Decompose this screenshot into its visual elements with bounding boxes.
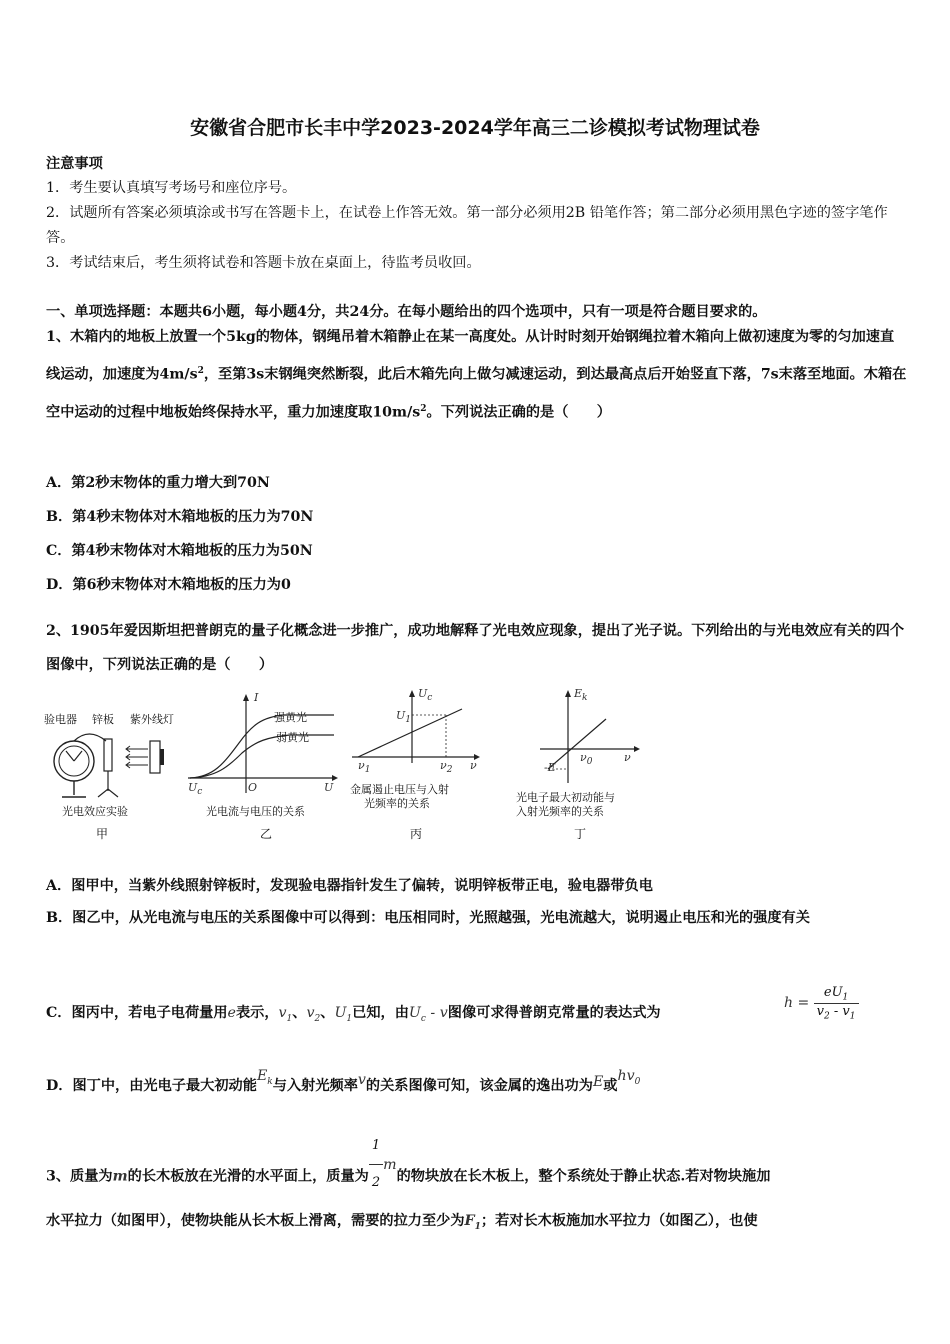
optd-ek-text: E: [256, 1068, 268, 1084]
q3-line-2: [46, 1210, 758, 1232]
q3-f1-sub: 1: [474, 1221, 481, 1232]
q2-option-b: B．图乙中，从光电流与电压的关系图像中可以得到：电压相同时，光照越强，光电流越大，说明遏止电压和光的强度有关: [46, 910, 810, 926]
optc-u1-sub: 1: [346, 1013, 353, 1024]
optc-v1-text: v: [278, 1005, 287, 1021]
jia-label-zinc: 锌板: [92, 713, 114, 726]
q3-m1: m: [112, 1168, 128, 1185]
formula-den-sub1: 1: [849, 1011, 856, 1022]
yi-uc-text: U: [188, 781, 198, 794]
optc-v1-sub: 1: [286, 1013, 293, 1024]
q1-stem-a: 1、木箱内的地板上放置一个5kg的物体，钢绳吊着木箱静止在某一高度处。从计时时刻开始钢绳拉着木箱向上做初速度为零的匀加速直线运动，加速度为4m/s: [46, 329, 895, 383]
bing-v2: [440, 759, 452, 775]
q3-line2-b: ；若对长木板施加水平拉力（如图乙），也使: [480, 1213, 758, 1229]
q3-f1-text: F: [464, 1213, 475, 1229]
figure-bing: [348, 685, 498, 845]
q1-option-a: A．第2秒末物体的重力增大到70N: [46, 475, 270, 491]
ding-v0-text: ν: [580, 751, 587, 764]
exam-title: 安徽省合肥市长丰中学2023-2024学年高三二诊模拟考试物理试卷: [190, 117, 760, 139]
optc-uc: [408, 1005, 426, 1024]
figure-yi: [184, 685, 344, 845]
jia-label-uv-lamp: 紫外线灯: [130, 713, 174, 726]
jia-caption: 光电效应实验: [62, 805, 128, 818]
figure-jia: [44, 685, 184, 845]
q1-option-d: D．第6秒末物体对木箱地板的压力为0: [46, 577, 291, 593]
yi-axis-x: U: [324, 781, 334, 794]
notice-item-2: 2．试题所有答案必须填涂或书写在答题卡上，在试卷上作答无效。第一部分必须用2B 铅笔作答；第二部分必须用黑色字迹的签字笔作答。: [46, 205, 888, 246]
bing-u1-text: U: [396, 709, 406, 722]
optc-v2: [306, 1005, 321, 1024]
formula-fraction: [814, 985, 859, 1021]
optd-hv-sub: 0: [634, 1076, 641, 1087]
notice-heading: 注意事项: [46, 156, 103, 172]
optc-text-d: 图像可求得普朗克常量的表达式为: [447, 1005, 661, 1021]
bing-axis-x: ν: [470, 759, 477, 772]
formula-eq: =: [797, 995, 810, 1012]
formula-numerator: [814, 985, 859, 1004]
ding-axis-y-text: E: [574, 687, 583, 700]
optc-v2-sub: 2: [314, 1013, 321, 1024]
yi-label-strong: 强黄光: [274, 711, 307, 724]
optc-v1: [278, 1005, 293, 1024]
optc-text-a: C．图丙中，若电子电荷量用: [46, 1005, 228, 1021]
yi-caption: 光电流与电压的关系: [206, 805, 305, 818]
optd-e: E: [592, 1074, 604, 1090]
optd-text-b: 与入射光频率: [272, 1078, 358, 1094]
optc-e: e: [227, 1005, 236, 1021]
optd-v: v: [357, 1072, 366, 1088]
yi-label-weak: 弱黄光: [276, 731, 309, 744]
q3-f1: [464, 1213, 481, 1232]
formula-num-sub: 1: [842, 992, 849, 1003]
optc-text-b: 表示，: [235, 1005, 279, 1021]
ding-figure-label: 丁: [574, 827, 587, 841]
ding-caption-1: 光电子最大初动能与: [516, 791, 615, 804]
optd-hv: [617, 1068, 641, 1087]
optc-v: v: [439, 1005, 448, 1021]
optc-formula: [784, 985, 859, 1021]
bing-caption-2: 光频率的关系: [364, 797, 430, 810]
yi-origin: O: [248, 781, 258, 794]
optc-uc-sub: c: [420, 1013, 426, 1024]
formula-den-sub2: 2: [824, 1011, 830, 1022]
optc-sep-2: 、: [320, 1005, 335, 1021]
yi-figure-label: 乙: [260, 827, 273, 841]
q1-sup-2: 2: [420, 403, 427, 414]
q3-m2: m: [383, 1156, 397, 1173]
ding-axis-y-sub: k: [582, 693, 588, 704]
formula-denominator: [814, 1004, 859, 1022]
q3-line2-a: 水平拉力（如图甲），使物块能从长木板上滑离，需要的拉力至少为: [46, 1213, 465, 1229]
formula-h: h: [784, 995, 794, 1012]
section-heading: 一、单项选择题：本题共6小题，每小题4分，共24分。在每小题给出的四个选项中，只有一项是符合题目要求的。: [46, 304, 767, 320]
optc-v2-text: v: [306, 1005, 315, 1021]
q1-stem-b: ，至第3s末钢绳突然断裂，此后木箱先向上做匀减速运动，到达最高点后开始竖直下落，7s末落至地面。木箱在空中运动的过程中地板始终保持水平，重力加速度取10m/s: [46, 366, 907, 421]
jia-label-electroscope: 验电器: [44, 713, 77, 726]
q2-option-a: A．图甲中，当紫外线照射锌板时，发现验电器指针发生了偏转，说明锌板带正电，验电器带负电: [46, 878, 653, 894]
bing-axis-y: [418, 687, 432, 703]
ding-caption-2: 入射光频率的关系: [516, 805, 604, 818]
bing-figure-label: 丙: [410, 827, 423, 841]
notice-item-3: 3．考试结束后，考生须将试卷和答题卡放在桌面上，待监考员收回。: [46, 255, 481, 271]
q2-stem: 2、1905年爱因斯坦把普朗克的量子化概念进一步推广，成功地解释了光电效应现象，提出了光子说。下列给出的与光电效应有关的四个图像中，下列说法正确的是（ ）: [46, 623, 905, 673]
optd-text-a: D．图丁中，由光电子最大初动能: [46, 1078, 257, 1094]
formula-den-minus: - v: [829, 1003, 850, 1019]
optc-sep-1: 、: [292, 1005, 307, 1021]
q1-stem: [46, 320, 908, 429]
q1-stem-c: 。下列说法正确的是（ ）: [426, 404, 611, 421]
formula-den-v: v: [816, 1003, 825, 1019]
yi-graph: [184, 693, 344, 803]
q2-option-c: [46, 990, 661, 1042]
optd-text-c: 的关系图像可知，该金属的逸出功为: [365, 1078, 593, 1094]
bing-axis-y-text: U: [418, 687, 428, 700]
figure-ding: [512, 685, 642, 845]
bing-v1: [358, 759, 370, 775]
ding-axis-y: [574, 687, 588, 703]
bing-v2-text: ν: [440, 759, 447, 772]
bing-caption-1: 金属遏止电压与入射: [350, 783, 449, 796]
q2-option-d: [46, 1068, 641, 1106]
q1-option-c: C．第4秒末物体对木箱地板的压力为50N: [46, 543, 313, 559]
optc-u1: [334, 1005, 353, 1024]
yi-uc: [188, 781, 202, 797]
q1-option-b: B．第4秒末物体对木箱地板的压力为70N: [46, 509, 314, 525]
optd-hv-text: hv: [617, 1068, 635, 1084]
bing-v2-sub: 2: [446, 765, 453, 776]
optd-ek-sub: k: [267, 1076, 273, 1087]
ding-axis-x: ν: [624, 751, 631, 764]
optc-dash: -: [425, 1005, 440, 1021]
jia-figure-label: 甲: [96, 827, 109, 841]
bing-axis-y-sub: c: [427, 693, 433, 704]
ding-v0: [580, 751, 592, 767]
q3-text-a: 3、质量为: [46, 1168, 113, 1185]
q3-text-c: 的物块放在长木板上，整个系统处于静止状态.若对物块施加: [396, 1168, 771, 1185]
yi-axis-y: I: [254, 691, 259, 704]
formula-num-text: eU: [823, 985, 843, 1000]
optd-ek: [256, 1068, 273, 1087]
q3-half-den: 2: [371, 1175, 381, 1190]
bing-v1-text: ν: [358, 759, 365, 772]
optc-text-c: 已知，由: [352, 1005, 409, 1021]
q3-line-1: [46, 1140, 770, 1213]
optd-or: 或: [603, 1078, 618, 1094]
bing-u1: [396, 709, 411, 725]
q3-half: [369, 1128, 383, 1201]
q3-text-b: 的长木板放在光滑的水平面上，质量为: [127, 1168, 369, 1185]
notice-item-1: 1．考生要认真填写考场号和座位序号。: [46, 180, 297, 196]
ding-neg-e: -E: [544, 761, 556, 774]
optc-u1-text: U: [334, 1005, 347, 1021]
yi-uc-sub: c: [197, 787, 203, 798]
bing-v1-sub: 1: [364, 765, 371, 776]
q3-half-num: 1: [369, 1128, 383, 1165]
jia-apparatus-drawing: [44, 727, 184, 807]
ding-graph: [512, 689, 642, 789]
q1-sup-1: 2: [197, 366, 204, 376]
bing-u1-sub: 1: [405, 715, 412, 726]
ding-v0-sub: 0: [586, 757, 593, 768]
optc-uc-text: U: [408, 1005, 421, 1021]
